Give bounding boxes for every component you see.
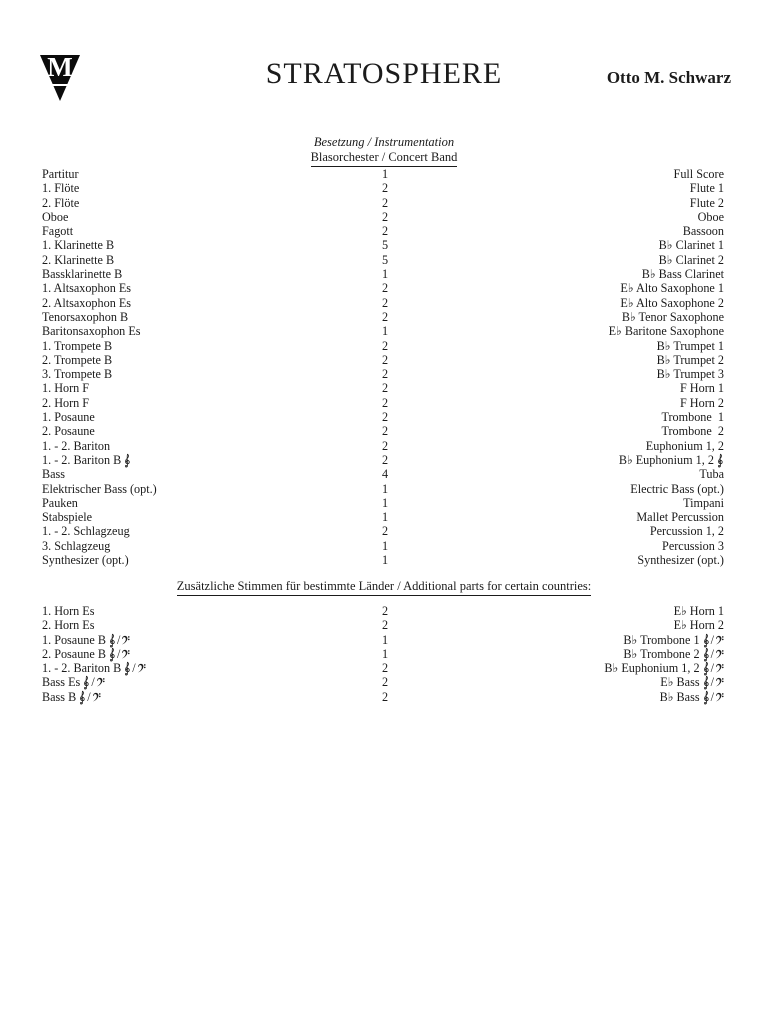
- instrument-name-de: [42, 410, 95, 424]
- instrument-quantity: 2: [381, 181, 389, 196]
- instrument-name-de-text: Bass Es: [42, 675, 81, 690]
- instrument-name-en: [659, 238, 724, 252]
- clef-separator: /: [710, 632, 714, 647]
- instrument-name-en-text: Synthesizer (opt.): [637, 553, 724, 568]
- treble-clef-icon: [703, 675, 710, 690]
- instrument-name-en-text: B♭ Trumpet 3: [656, 367, 724, 382]
- instrument-name-en: [637, 553, 724, 567]
- instrument-quantity: 2: [381, 209, 389, 224]
- instrument-name-en-text: F Horn 2: [679, 395, 724, 410]
- composer-name: Otto M. Schwarz: [606, 68, 731, 87]
- instrument-name-en: [657, 339, 724, 353]
- ensemble-heading: [0, 150, 768, 167]
- instrument-quantity: 2: [381, 395, 389, 410]
- instrument-quantity: 1: [381, 632, 389, 647]
- instrument-name-en-text: B♭ Clarinet 1: [658, 238, 724, 253]
- table-row: [42, 424, 724, 438]
- instrument-name-en: [690, 181, 724, 195]
- instrument-name-de: [42, 539, 110, 553]
- instrument-quantity: 2: [381, 309, 389, 324]
- instrument-name-en-text: Oboe: [697, 209, 724, 224]
- instrument-quantity: 1: [381, 510, 389, 525]
- instrument-name-de: [42, 353, 112, 367]
- instrument-name-de-text: 1. Posaune B: [42, 632, 106, 647]
- instrument-quantity: 2: [381, 689, 389, 704]
- instrument-quantity: 2: [381, 424, 389, 439]
- instrument-name-de-text: 1. Flöte: [42, 181, 80, 196]
- instrument-name-en-text: Euphonium 1, 2: [645, 438, 724, 453]
- instrument-quantity: 2: [381, 604, 389, 618]
- instrument-name-de: [42, 482, 157, 496]
- instrument-name-de: [42, 439, 110, 453]
- instrument-name-en: [657, 353, 724, 367]
- instrument-name-en-text: Flute 1: [689, 181, 724, 196]
- instrument-name-de-text: Synthesizer (opt.): [42, 553, 129, 568]
- table-row: [42, 167, 724, 181]
- instrument-name-de: [42, 267, 122, 281]
- instrument-name-de: [42, 690, 101, 705]
- table-row: [42, 604, 724, 618]
- instrument-name-en: [661, 424, 724, 438]
- instrument-name-de-text: 1. - 2. Bariton B: [42, 452, 122, 467]
- instrument-quantity: 1: [381, 538, 389, 553]
- instrument-name-de-text: Bass B: [42, 689, 77, 704]
- clef-icons: [703, 690, 724, 704]
- table-row: [42, 224, 724, 238]
- instrument-name-en: [646, 439, 724, 453]
- bass-clef-icon: [137, 661, 146, 675]
- instrument-name-de: [42, 238, 114, 252]
- instrument-name-de: [42, 604, 94, 618]
- instrument-name-de-text: 2. Trompete B: [42, 352, 113, 367]
- clef-separator: /: [710, 689, 714, 704]
- table-row: [42, 453, 724, 467]
- instrument-name-de: [42, 633, 130, 648]
- table-row: [42, 339, 724, 353]
- additional-parts-heading-text: Zusätzliche Stimmen für bestimmte Länder / Additional parts for certain countries:: [177, 579, 591, 596]
- clef-icons: [703, 633, 724, 647]
- instrument-name-en-text: B♭ Euphonium 1, 2: [618, 452, 714, 467]
- instrument-name-de: [42, 453, 131, 468]
- instrument-quantity: 1: [381, 267, 389, 282]
- instrument-name-de-text: 1. Posaune: [42, 410, 95, 425]
- instrument-name-de: [42, 310, 128, 324]
- instrument-name-en: [661, 410, 724, 424]
- clef-separator: /: [117, 646, 121, 661]
- instrument-name-en-text: E♭ Alto Saxophone 2: [620, 295, 724, 310]
- bass-clef-icon: [96, 675, 105, 689]
- instrument-name-de-text: 1. Horn Es: [42, 604, 95, 618]
- bass-clef-icon: [715, 661, 724, 675]
- instrument-name-en: [674, 167, 724, 181]
- page-title: STRATOSPHERE: [265, 57, 503, 90]
- instrument-quantity: 2: [381, 618, 389, 633]
- clef-icons: [79, 690, 100, 704]
- instrument-name-de: [42, 675, 105, 690]
- instrument-name-en: [690, 196, 724, 210]
- instrument-name-en: [604, 661, 724, 676]
- table-row: [42, 482, 724, 496]
- instrument-quantity: 2: [381, 224, 389, 239]
- clef-separator: /: [710, 646, 714, 661]
- treble-clef-icon: [703, 647, 710, 662]
- bass-clef-icon: [715, 675, 724, 689]
- clef-icons: [703, 661, 724, 675]
- instrument-name-de-text: Elektrischer Bass (opt.): [42, 481, 157, 496]
- instrument-name-de: [42, 510, 92, 524]
- instrument-quantity: 4: [381, 467, 389, 482]
- instrument-quantity: 2: [381, 195, 389, 210]
- instrument-name-de: [42, 210, 68, 224]
- table-row: [42, 467, 724, 481]
- instrument-name-en: [680, 396, 724, 410]
- instrument-quantity: 2: [381, 381, 389, 396]
- instrument-name-de-text: Fagott: [42, 224, 74, 239]
- instrument-name-de: [42, 661, 146, 676]
- instrument-name-en-text: E♭ Alto Saxophone 1: [620, 281, 724, 296]
- instrument-name-en-text: B♭ Tenor Saxophone: [621, 309, 724, 324]
- table-row: [42, 510, 724, 524]
- treble-clef-icon: [703, 661, 710, 676]
- instrument-name-de-text: Oboe: [42, 209, 69, 224]
- instrument-name-en-text: B♭ Clarinet 2: [658, 252, 724, 267]
- instrument-name-de-text: Pauken: [42, 495, 78, 510]
- instrument-name-de: [42, 367, 112, 381]
- instrument-name-en-text: B♭ Bass Clarinet: [641, 267, 724, 282]
- table-row: [42, 367, 724, 381]
- instrument-name-de: [42, 496, 78, 510]
- bass-clef-icon: [715, 647, 724, 661]
- instrument-name-de: [42, 167, 79, 181]
- instrument-name-de: [42, 296, 131, 310]
- instrument-quantity: 2: [381, 295, 389, 310]
- instrument-quantity: 1: [381, 324, 389, 339]
- instrument-name-en-text: B♭ Trombone 2: [623, 646, 700, 661]
- instrument-name-en-text: Timpani: [683, 495, 724, 510]
- instrument-name-de-text: 1. Trompete B: [42, 338, 113, 353]
- treble-clef-icon: [109, 633, 116, 648]
- instrument-quantity: 1: [381, 495, 389, 510]
- instrument-quantity: 2: [381, 410, 389, 425]
- instrument-name-en: [650, 524, 724, 538]
- instrument-name-de-text: 2. Altsaxophon Es: [42, 295, 132, 310]
- instrument-quantity: 2: [381, 438, 389, 453]
- instrument-quantity: 2: [381, 367, 389, 382]
- treble-clef-icon: [703, 633, 710, 648]
- treble-clef-icon: [124, 453, 131, 468]
- instrument-name-de: [42, 224, 73, 238]
- clef-separator: /: [132, 661, 136, 676]
- instrument-name-en-text: E♭ Bass: [660, 675, 700, 690]
- instrument-name-de: [42, 281, 131, 295]
- instrument-name-en-text: B♭ Trombone 1: [623, 632, 700, 647]
- table-row: [42, 675, 724, 689]
- table-row: [42, 633, 724, 647]
- instrument-name-en-text: Trombone 2: [661, 424, 724, 439]
- instrument-name-en: [636, 510, 724, 524]
- instrument-name-de-text: 2. Posaune: [42, 424, 95, 439]
- table-row: [42, 618, 724, 632]
- instrument-name-en: [662, 539, 724, 553]
- instrument-name-en: [674, 604, 724, 618]
- instrument-name-en-text: Full Score: [673, 167, 724, 181]
- instrument-name-en-text: Percussion 3: [662, 538, 724, 553]
- table-row: [42, 324, 724, 338]
- treble-clef-icon: [703, 690, 710, 705]
- instrument-name-de: [42, 647, 130, 662]
- instrument-name-en: [680, 381, 724, 395]
- instrument-name-en: [660, 675, 724, 690]
- table-row: [42, 253, 724, 267]
- clef-separator: /: [91, 675, 95, 690]
- clef-icons: [124, 661, 145, 675]
- instrument-name-en-text: Tuba: [699, 467, 724, 482]
- instrument-name-en: [619, 453, 724, 468]
- instrument-name-en-text: Electric Bass (opt.): [630, 481, 724, 496]
- clef-icons: [109, 647, 130, 661]
- instrument-name-de: [42, 324, 141, 338]
- clef-icons: [124, 453, 131, 467]
- instrument-name-en: [622, 310, 724, 324]
- clef-separator: /: [87, 689, 91, 704]
- instrument-name-en: [659, 253, 724, 267]
- additional-parts-table: [42, 604, 724, 704]
- instrument-quantity: 2: [381, 338, 389, 353]
- instrument-name-en: [657, 367, 724, 381]
- instrument-name-en-text: E♭ Horn 1: [673, 604, 724, 618]
- instrument-name-de-text: 1. Altsaxophon Es: [42, 281, 132, 296]
- instrument-name-de-text: Bassklarinette B: [42, 267, 123, 282]
- instrument-name-en: [623, 647, 724, 662]
- instrument-name-de-text: 1. Horn F: [42, 381, 90, 396]
- table-row: [42, 647, 724, 661]
- instrumentation-table: [42, 167, 724, 567]
- table-row: [42, 496, 724, 510]
- instrument-name-de: [42, 424, 95, 438]
- instrument-name-de-text: Baritonsaxophon Es: [42, 324, 141, 339]
- instrument-name-en-text: E♭ Baritone Saxophone: [608, 324, 724, 339]
- instrument-name-de-text: Tenorsaxophon B: [42, 309, 129, 324]
- treble-clef-icon: [109, 647, 116, 662]
- instrument-name-en: [620, 296, 724, 310]
- bass-clef-icon: [715, 633, 724, 647]
- table-row: [42, 524, 724, 538]
- table-row: [42, 296, 724, 310]
- instrument-name-en: [642, 267, 724, 281]
- instrument-name-de-text: Stabspiele: [42, 510, 93, 525]
- instrument-quantity: 5: [381, 252, 389, 267]
- table-row: [42, 381, 724, 395]
- instrument-quantity: 2: [381, 352, 389, 367]
- instrument-name-de: [42, 524, 130, 538]
- table-row: [42, 690, 724, 704]
- clef-icons: [83, 675, 104, 689]
- instrument-name-de: [42, 253, 114, 267]
- clef-icons: [717, 453, 724, 467]
- instrument-name-de-text: 1. - 2. Bariton B: [42, 661, 122, 676]
- treble-clef-icon: [717, 453, 724, 468]
- table-row: [42, 410, 724, 424]
- instrument-quantity: 1: [381, 646, 389, 661]
- instrument-name-de: [42, 396, 89, 410]
- table-row: [42, 210, 724, 224]
- table-row: [42, 310, 724, 324]
- instrument-name-en-text: Percussion 1, 2: [649, 524, 724, 539]
- additional-parts-heading: [0, 579, 768, 596]
- instrument-name-de-text: 2. Horn F: [42, 395, 90, 410]
- instrument-quantity: 2: [381, 524, 389, 539]
- instrument-name-de-text: 3. Trompete B: [42, 367, 113, 382]
- instrumentation-heading-de-en: Besetzung / Instrumentation: [313, 135, 455, 149]
- instrument-name-en-text: Trombone 1: [661, 410, 724, 425]
- instrument-name-en-text: B♭ Euphonium 1, 2: [604, 661, 700, 676]
- table-row: [42, 661, 724, 675]
- instrument-quantity: 2: [381, 281, 389, 296]
- instrument-name-en: [609, 324, 724, 338]
- instrument-name-en: [630, 482, 724, 496]
- instrument-name-en: [698, 210, 724, 224]
- instrument-name-de-text: 1. Klarinette B: [42, 238, 115, 253]
- instrument-name-en: [683, 496, 724, 510]
- table-row: [42, 439, 724, 453]
- bass-clef-icon: [121, 633, 130, 647]
- instrument-name-de: [42, 618, 94, 632]
- instrument-quantity: 2: [381, 675, 389, 690]
- instrument-name-en-text: B♭ Bass: [659, 689, 700, 704]
- instrument-name-de: [42, 381, 89, 395]
- instrument-quantity: 2: [381, 452, 389, 467]
- instrument-name-en-text: Flute 2: [689, 195, 724, 210]
- instrument-quantity: 1: [381, 553, 389, 568]
- instrument-name-de-text: Partitur: [42, 167, 79, 181]
- instrument-name-de-text: 2. Horn Es: [42, 618, 95, 633]
- instrument-name-en-text: Mallet Percussion: [636, 510, 724, 525]
- instrument-name-en-text: B♭ Trumpet 1: [656, 338, 724, 353]
- logo-letter: M: [47, 52, 73, 82]
- instrument-name-de-text: Bass: [42, 467, 66, 482]
- clef-separator: /: [117, 632, 121, 647]
- instrument-name-de-text: 2. Posaune B: [42, 646, 106, 661]
- ensemble-heading-text: Blasorchester / Concert Band: [311, 150, 458, 167]
- table-row: [42, 238, 724, 252]
- instrument-name-en-text: B♭ Trumpet 2: [656, 352, 724, 367]
- table-row: [42, 353, 724, 367]
- instrument-name-en-text: Bassoon: [682, 224, 724, 239]
- clef-separator: /: [710, 675, 714, 690]
- bass-clef-icon: [92, 690, 101, 704]
- instrument-name-en: [674, 618, 724, 632]
- table-row: [42, 539, 724, 553]
- table-row: [42, 267, 724, 281]
- table-row: [42, 196, 724, 210]
- bass-clef-icon: [121, 647, 130, 661]
- clef-icons: [703, 675, 724, 689]
- instrument-name-de-text: 1. - 2. Bariton: [42, 438, 111, 453]
- instrument-name-de-text: 2. Flöte: [42, 195, 80, 210]
- instrument-quantity: 2: [381, 661, 389, 676]
- instrument-name-de: [42, 467, 65, 481]
- instrument-quantity: 1: [381, 481, 389, 496]
- instrument-name-en-text: F Horn 1: [679, 381, 724, 396]
- instrument-name-en: [699, 467, 724, 481]
- instrument-name-de-text: 1. - 2. Schlagzeug: [42, 524, 130, 539]
- instrument-name-en-text: E♭ Horn 2: [673, 618, 724, 633]
- clef-icons: [703, 647, 724, 661]
- table-row: [42, 281, 724, 295]
- instrument-name-en: [660, 690, 724, 705]
- clef-icons: [109, 633, 130, 647]
- instrument-name-de: [42, 196, 79, 210]
- instrument-quantity: 5: [381, 238, 389, 253]
- instrument-name-de-text: 3. Schlagzeug: [42, 538, 111, 553]
- instrument-name-en: [620, 281, 724, 295]
- instrument-name-en: [683, 224, 724, 238]
- table-row: [42, 181, 724, 195]
- table-row: [42, 553, 724, 567]
- instrument-name-en: [623, 633, 724, 648]
- instrument-name-de: [42, 181, 79, 195]
- instrument-name-de: [42, 339, 112, 353]
- instrument-name-de-text: 2. Klarinette B: [42, 252, 115, 267]
- clef-separator: /: [710, 661, 714, 676]
- table-row: [42, 396, 724, 410]
- bass-clef-icon: [715, 690, 724, 704]
- instrument-name-de: [42, 553, 129, 567]
- instrument-quantity: 1: [381, 167, 389, 181]
